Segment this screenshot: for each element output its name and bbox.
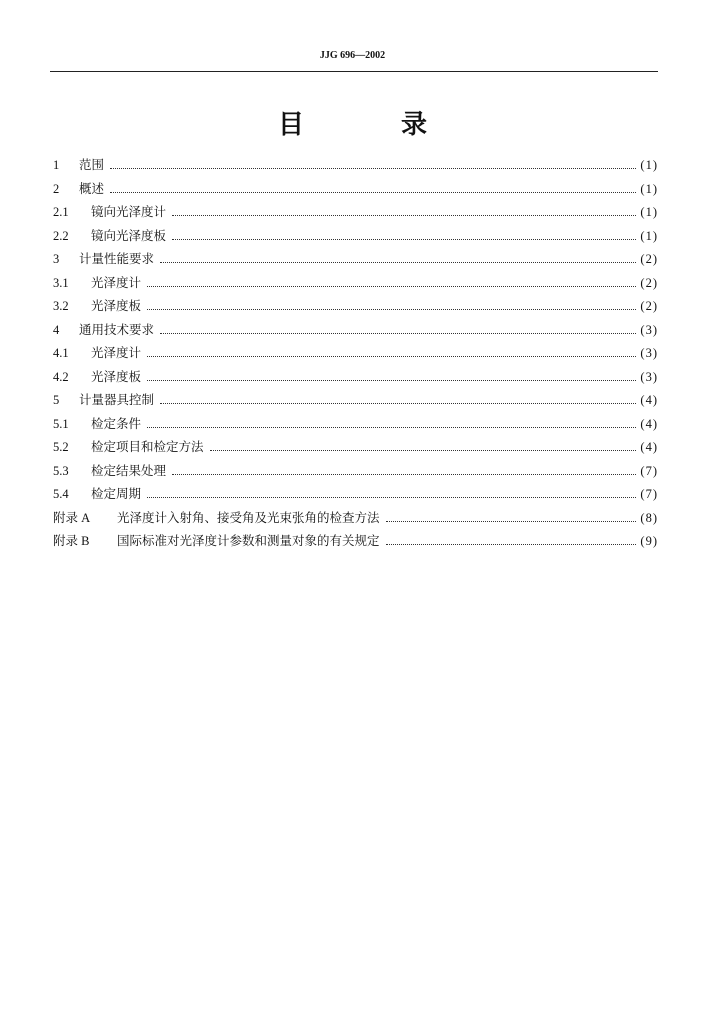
toc-entry-number: 5.2	[53, 440, 69, 454]
toc-dot-leader	[147, 285, 636, 287]
toc-entry-number: 5.3	[53, 463, 69, 478]
toc-entry-number: 4.1	[53, 346, 69, 360]
toc-entry-title: 光泽度计入射角、接受角及光束张角的检查方法	[117, 509, 380, 525]
toc-entry-page: (1)	[640, 158, 658, 172]
toc-entry-page: (4)	[640, 440, 658, 454]
toc-entry-title: 计量器具控制	[79, 392, 155, 407]
toc-entry-number: 附录 B	[53, 534, 90, 548]
toc-entry[interactable]	[53, 508, 658, 532]
toc-entry-number: 2.2	[53, 228, 69, 243]
toc-entry-page: (1)	[640, 181, 658, 196]
header-rule	[50, 71, 658, 72]
toc-dot-leader	[147, 426, 636, 428]
toc-entry[interactable]	[53, 390, 658, 414]
toc-entry-number: 3.1	[53, 275, 69, 290]
toc-entry[interactable]	[53, 461, 658, 485]
toc-entry-page: (4)	[640, 393, 658, 407]
toc-entry-title: 镜向光泽度板	[91, 227, 167, 243]
toc-entry-page: (8)	[640, 510, 658, 525]
toc-entry-title: 光泽度计	[91, 274, 142, 290]
toc-entry-title: 光泽度板	[91, 368, 142, 384]
table-of-contents	[53, 155, 658, 555]
toc-entry[interactable]	[53, 320, 658, 344]
toc-entry[interactable]	[53, 296, 658, 320]
toc-dot-leader	[160, 332, 636, 334]
toc-entry-page: (3)	[640, 369, 658, 384]
toc-entry-number: 3	[53, 252, 60, 266]
toc-entry[interactable]	[53, 343, 658, 367]
toc-dot-leader	[110, 191, 636, 193]
toc-dot-leader	[386, 543, 637, 545]
toc-entry-page: (9)	[640, 534, 658, 548]
toc-entry-title: 检定条件	[91, 415, 142, 431]
toc-dot-leader	[147, 496, 636, 498]
toc-entry-number: 1	[53, 158, 60, 172]
toc-entry-page: (7)	[640, 463, 658, 478]
toc-entry[interactable]	[53, 202, 658, 226]
toc-dot-leader	[386, 520, 637, 522]
toc-entry-page: (7)	[640, 487, 658, 501]
toc-entry-title: 通用技术要求	[79, 321, 155, 337]
toc-dot-leader	[172, 238, 636, 240]
toc-entry-number: 5.4	[53, 487, 69, 501]
toc-entry-number: 4	[53, 322, 60, 337]
toc-entry-number: 3.2	[53, 299, 69, 313]
toc-dot-leader	[160, 402, 636, 404]
toc-entry-page: (2)	[640, 299, 658, 313]
toc-entry[interactable]	[53, 273, 658, 297]
toc-entry-number: 4.2	[53, 369, 69, 384]
toc-dot-leader	[210, 449, 637, 451]
toc-dot-leader	[147, 308, 636, 310]
toc-dot-leader	[147, 355, 636, 357]
toc-entry[interactable]	[53, 531, 658, 555]
toc-entry-title: 镜向光泽度计	[91, 204, 167, 219]
toc-entry-title: 光泽度板	[91, 298, 142, 313]
toc-entry[interactable]	[53, 484, 658, 508]
toc-entry-title: 国际标准对光泽度计参数和测量对象的有关规定	[117, 533, 380, 548]
toc-entry-number: 5	[53, 393, 60, 407]
toc-entry-title: 检定项目和检定方法	[91, 439, 204, 454]
toc-entry[interactable]	[53, 155, 658, 179]
toc-entry-page: (1)	[640, 205, 658, 219]
toc-entry-page: (3)	[640, 346, 658, 360]
toc-dot-leader	[172, 214, 636, 216]
toc-entry-number: 2.1	[53, 205, 69, 219]
toc-entry-number: 5.1	[53, 416, 69, 431]
toc-entry[interactable]	[53, 226, 658, 250]
toc-entry-title: 检定结果处理	[91, 462, 167, 478]
toc-entry-title: 检定周期	[91, 486, 142, 501]
toc-dot-leader	[147, 379, 636, 381]
toc-entry-page: (1)	[640, 228, 658, 243]
toc-dot-leader	[110, 167, 636, 169]
toc-dot-leader	[160, 261, 636, 263]
toc-entry-number: 2	[53, 181, 60, 196]
toc-entry-title: 范围	[79, 157, 105, 172]
document-code: JJG 696—2002	[319, 50, 386, 61]
toc-dot-leader	[172, 473, 636, 475]
toc-entry-title: 光泽度计	[91, 345, 142, 360]
toc-entry-page: (2)	[640, 275, 658, 290]
page-title: 目 录	[277, 110, 472, 140]
toc-entry[interactable]	[53, 367, 658, 391]
toc-entry[interactable]	[53, 179, 658, 203]
toc-entry-title: 概述	[79, 180, 105, 196]
toc-entry-page: (4)	[640, 416, 658, 431]
toc-entry-page: (3)	[640, 322, 658, 337]
toc-entry-number: 附录 A	[53, 510, 91, 525]
toc-entry[interactable]	[53, 437, 658, 461]
toc-entry[interactable]	[53, 414, 658, 438]
toc-entry[interactable]	[53, 249, 658, 273]
toc-entry-title: 计量性能要求	[79, 251, 155, 266]
toc-entry-page: (2)	[640, 252, 658, 266]
